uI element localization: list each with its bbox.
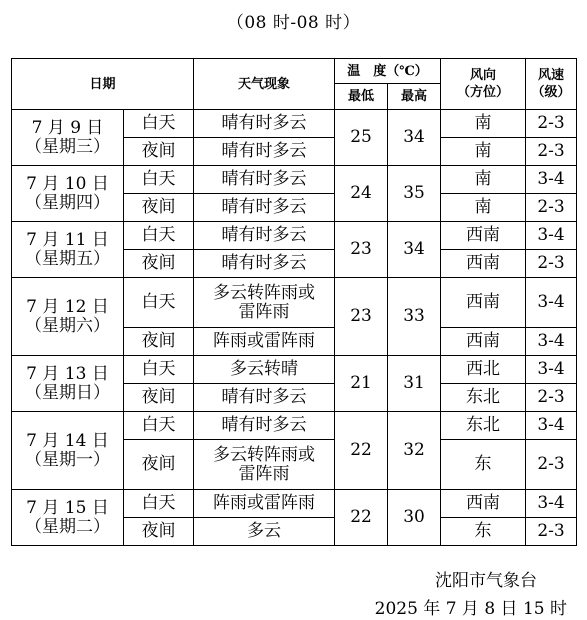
wind-speed-cell: 2-3 bbox=[526, 250, 577, 278]
wind-direction-cell: 西北 bbox=[441, 356, 526, 384]
weather-text: 晴有时多云 bbox=[221, 415, 307, 435]
period-cell: 夜间 bbox=[124, 440, 194, 490]
header-temperature: 温 度（℃） bbox=[335, 59, 441, 84]
wind-speed-cell: 3-4 bbox=[526, 328, 577, 356]
weekday-label: （星期日） bbox=[25, 382, 110, 403]
weather-text: 晴有时多云 bbox=[221, 197, 307, 217]
weather-text: 雷阵雨 bbox=[238, 301, 290, 322]
header-wind-speed bbox=[526, 59, 577, 110]
period-cell: 夜间 bbox=[124, 250, 194, 278]
wind-direction-cell: 东北 bbox=[441, 412, 526, 440]
date-cell bbox=[12, 412, 124, 490]
period-cell: 白天 bbox=[124, 412, 194, 440]
forecast-row bbox=[12, 356, 577, 384]
wind-speed-cell: 3-4 bbox=[526, 356, 577, 384]
weather-text: 阵雨或雷阵雨 bbox=[213, 331, 316, 351]
temp-high-cell: 34 bbox=[388, 110, 441, 166]
forecast-row bbox=[12, 166, 577, 194]
date-label: 7 月 12 日 bbox=[26, 296, 109, 317]
forecast-row bbox=[12, 110, 577, 138]
weather-cell bbox=[194, 440, 335, 490]
issued-time: 2025 年 7 月 8 日 15 时 bbox=[374, 599, 567, 619]
weekday-label: （星期五） bbox=[25, 248, 110, 269]
wind-speed-cell: 2-3 bbox=[526, 440, 577, 490]
weather-cell bbox=[194, 518, 335, 546]
weather-text: 晴有时多云 bbox=[221, 169, 307, 189]
date-cell bbox=[12, 110, 124, 166]
weather-cell bbox=[194, 384, 335, 412]
wind-speed-cell: 3-4 bbox=[526, 278, 577, 328]
temp-high-cell: 33 bbox=[388, 278, 441, 356]
header-temp-high: 最高 bbox=[388, 84, 441, 110]
weather-text: 阵雨或雷阵雨 bbox=[213, 493, 316, 513]
wind-direction-cell: 南 bbox=[441, 110, 526, 138]
period-cell: 白天 bbox=[124, 278, 194, 328]
wind-speed-cell: 3-4 bbox=[526, 166, 577, 194]
date-label: 7 月 15 日 bbox=[26, 497, 109, 518]
wind-direction-cell: 南 bbox=[441, 138, 526, 166]
weather-cell bbox=[194, 490, 335, 518]
temp-high-cell: 30 bbox=[388, 490, 441, 546]
period-cell: 夜间 bbox=[124, 384, 194, 412]
weather-text: 晴有时多云 bbox=[221, 387, 307, 407]
date-cell bbox=[12, 166, 124, 222]
wind-speed-cell: 2-3 bbox=[526, 194, 577, 222]
weekday-label: （星期二） bbox=[25, 516, 110, 537]
header-wind-direction bbox=[441, 59, 526, 110]
period-cell: 白天 bbox=[124, 166, 194, 194]
weather-text: 晴有时多云 bbox=[221, 113, 307, 133]
date-label: 7 月 11 日 bbox=[26, 229, 109, 250]
wind-speed-cell: 3-4 bbox=[526, 222, 577, 250]
weather-cell bbox=[194, 138, 335, 166]
wind-direction-cell: 西南 bbox=[441, 328, 526, 356]
header-wind-direction-line2: （方位） bbox=[457, 85, 510, 100]
weather-text: 多云转阵雨或 bbox=[213, 282, 316, 303]
header-temp-low: 最低 bbox=[335, 84, 388, 110]
weather-cell bbox=[194, 222, 335, 250]
temp-low-cell: 22 bbox=[335, 412, 388, 490]
weekday-label: （星期三） bbox=[25, 136, 110, 157]
date-label: 7 月 9 日 bbox=[31, 117, 104, 138]
wind-speed-cell: 2-3 bbox=[526, 384, 577, 412]
period-cell: 白天 bbox=[124, 490, 194, 518]
weather-text: 晴有时多云 bbox=[221, 141, 307, 161]
temp-high-cell: 31 bbox=[388, 356, 441, 412]
issuer-name: 沈阳市气象台 bbox=[435, 571, 537, 591]
date-label: 7 月 14 日 bbox=[26, 430, 109, 451]
forecast-row bbox=[12, 278, 577, 328]
period-cell: 白天 bbox=[124, 356, 194, 384]
wind-direction-cell: 西南 bbox=[441, 250, 526, 278]
temp-low-cell: 23 bbox=[335, 222, 388, 278]
weather-cell bbox=[194, 166, 335, 194]
period-cell: 白天 bbox=[124, 222, 194, 250]
period-cell: 夜间 bbox=[124, 518, 194, 546]
wind-direction-cell: 东北 bbox=[441, 384, 526, 412]
header-wind-speed-line1: 风速 bbox=[538, 68, 565, 83]
weather-text: 多云转阵雨或 bbox=[213, 444, 316, 465]
wind-direction-cell: 西南 bbox=[441, 222, 526, 250]
weekday-label: （星期一） bbox=[25, 449, 110, 470]
date-cell bbox=[12, 356, 124, 412]
wind-speed-cell: 2-3 bbox=[526, 518, 577, 546]
weather-cell bbox=[194, 194, 335, 222]
temp-high-cell: 35 bbox=[388, 166, 441, 222]
header-weather: 天气现象 bbox=[194, 59, 335, 110]
period-cell: 夜间 bbox=[124, 138, 194, 166]
header-date: 日期 bbox=[12, 59, 194, 110]
period-cell: 夜间 bbox=[124, 328, 194, 356]
date-cell bbox=[12, 222, 124, 278]
temp-high-cell: 34 bbox=[388, 222, 441, 278]
temp-low-cell: 23 bbox=[335, 278, 388, 356]
forecast-row bbox=[12, 490, 577, 518]
weather-cell bbox=[194, 278, 335, 328]
temp-low-cell: 25 bbox=[335, 110, 388, 166]
weekday-label: （星期四） bbox=[25, 192, 110, 213]
wind-speed-cell: 3-4 bbox=[526, 490, 577, 518]
weather-cell bbox=[194, 412, 335, 440]
weather-text: 晴有时多云 bbox=[221, 225, 307, 245]
weather-cell bbox=[194, 110, 335, 138]
wind-direction-cell: 南 bbox=[441, 194, 526, 222]
period-cell: 夜间 bbox=[124, 194, 194, 222]
weather-cell bbox=[194, 250, 335, 278]
date-cell bbox=[12, 490, 124, 546]
weekday-label: （星期六） bbox=[25, 315, 110, 336]
weather-cell bbox=[194, 328, 335, 356]
wind-speed-cell: 3-4 bbox=[526, 412, 577, 440]
period-cell: 白天 bbox=[124, 110, 194, 138]
temp-high-cell: 32 bbox=[388, 412, 441, 490]
forecast-table bbox=[11, 58, 577, 546]
weather-text: 多云 bbox=[247, 521, 282, 541]
weather-text: 晴有时多云 bbox=[221, 253, 307, 273]
wind-speed-cell: 2-3 bbox=[526, 138, 577, 166]
header-wind-speed-line2: （级） bbox=[531, 85, 571, 100]
wind-direction-cell: 东 bbox=[441, 440, 526, 490]
weather-text: 多云转晴 bbox=[230, 359, 299, 379]
forecast-row bbox=[12, 412, 577, 440]
wind-direction-cell: 西南 bbox=[441, 490, 526, 518]
temp-low-cell: 24 bbox=[335, 166, 388, 222]
wind-direction-cell: 西南 bbox=[441, 278, 526, 328]
forecast-row bbox=[12, 222, 577, 250]
wind-direction-cell: 东 bbox=[441, 518, 526, 546]
date-cell bbox=[12, 278, 124, 356]
forecast-period-subtitle: （08 时-08 时） bbox=[226, 13, 361, 33]
wind-direction-cell: 南 bbox=[441, 166, 526, 194]
temp-low-cell: 21 bbox=[335, 356, 388, 412]
weather-text: 雷阵雨 bbox=[238, 463, 290, 484]
date-label: 7 月 10 日 bbox=[26, 173, 109, 194]
date-label: 7 月 13 日 bbox=[26, 363, 109, 384]
temp-low-cell: 22 bbox=[335, 490, 388, 546]
weather-cell bbox=[194, 356, 335, 384]
header-wind-direction-line1: 风向 bbox=[470, 68, 497, 83]
wind-speed-cell: 2-3 bbox=[526, 110, 577, 138]
